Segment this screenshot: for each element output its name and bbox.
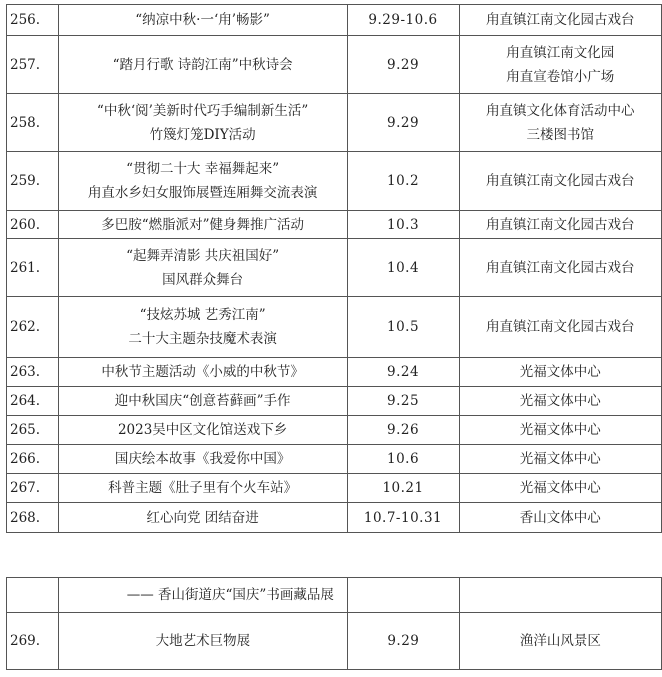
activity-cell (58, 613, 347, 670)
activity-cell (58, 474, 347, 503)
venue-cell (459, 416, 661, 445)
table-row (7, 503, 662, 533)
activity-cell (58, 211, 347, 239)
activity-name: 国庆绘本故事《我爱你中国》 (114, 451, 291, 467)
activity-cell (58, 416, 347, 445)
activity-name: 多巴胺“燃脂派对”健身舞推广活动 (101, 216, 305, 233)
activity-name: “踏月行歌 诗韵江南”中秋诗会 (112, 56, 293, 73)
row-number: 262. (7, 297, 59, 358)
venue-cell (459, 211, 661, 239)
table-row (7, 445, 662, 474)
table-row (7, 94, 662, 152)
venue-cell (459, 36, 661, 94)
row-number: 258. (7, 94, 59, 152)
activity-cell (58, 358, 347, 387)
row-number: 265. (7, 416, 59, 445)
row-number: 269. (7, 613, 59, 670)
activity-cell (58, 239, 347, 297)
activity-date: 9.26 (347, 416, 459, 445)
activity-date: 10.7-10.31 (347, 503, 459, 533)
header-date-cell (347, 578, 459, 613)
venue-name: 光福文体中心 (519, 393, 601, 409)
activity-cell (58, 152, 347, 211)
activity-cell (58, 5, 347, 36)
row-number: 259. (7, 152, 59, 211)
venue-name: 甪直镇文化体育活动中心 (486, 102, 635, 119)
table-row (7, 387, 662, 416)
venue-name: 甪直镇江南文化园古戏台 (486, 216, 635, 233)
activity-name: 红心向党 团结奋进 (146, 509, 259, 526)
activity-date: 9.29 (347, 36, 459, 94)
activity-date: 10.21 (347, 474, 459, 503)
venue-name: 光福文体中心 (519, 480, 601, 496)
activity-name: 二十大主题杂技魔术表演 (128, 331, 277, 347)
activity-name: 竹篾灯笼DIY活动 (149, 126, 256, 143)
table-row (7, 358, 662, 387)
venue-cell (459, 613, 661, 670)
row-number: 264. (7, 387, 59, 416)
activity-name: 科普主题《肚子里有个火车站》 (108, 480, 298, 496)
row-number: 261. (7, 239, 59, 297)
row-number: 266. (7, 445, 59, 474)
venue-name: 甪直镇江南文化园古戏台 (486, 319, 635, 335)
venue-name: 甪直镇江南文化园古戏台 (486, 12, 635, 28)
exhibition-table (6, 577, 662, 670)
events-table-body (7, 5, 662, 533)
exhibition-table-body (7, 578, 662, 670)
row-number: 257. (7, 36, 59, 94)
venue-cell (459, 358, 661, 387)
venue-cell (459, 239, 661, 297)
venue-name: 光福文体中心 (519, 364, 601, 380)
activity-date: 10.3 (347, 211, 459, 239)
venue-cell (459, 387, 661, 416)
table-row (7, 613, 662, 670)
table-row (7, 152, 662, 211)
row-number: 263. (7, 358, 59, 387)
venue-name: 甪直镇江南文化园古戏台 (486, 259, 635, 276)
activity-date: 9.24 (347, 358, 459, 387)
activity-name: 迎中秋国庆“创意苔藓画”手作 (114, 393, 291, 409)
venue-name: 光福文体中心 (519, 451, 601, 467)
table-row (7, 474, 662, 503)
activity-date: 9.29-10.6 (347, 5, 459, 36)
activity-date: 10.2 (347, 152, 459, 211)
section-header: —— 香山街道庆“国庆”书画藏品展 (58, 578, 347, 613)
header-place-cell (459, 578, 661, 613)
activity-date: 10.4 (347, 239, 459, 297)
row-number: 268. (7, 503, 59, 533)
venue-name: 光福文体中心 (519, 422, 601, 438)
activity-date: 9.29 (347, 94, 459, 152)
table-row (7, 416, 662, 445)
activity-cell (58, 36, 347, 94)
activity-date: 10.5 (347, 297, 459, 358)
table-row (7, 211, 662, 239)
activity-date: 10.6 (347, 445, 459, 474)
row-number: 256. (7, 5, 59, 36)
activity-name: “起舞弄清影 共庆祖国好” (126, 247, 280, 264)
venue-name: 甪直宣卷馆小广场 (506, 68, 615, 85)
venue-cell (459, 445, 661, 474)
activity-name: “中秋‘阅’美新时代巧手编制新生活” (96, 102, 309, 119)
venue-name: 三楼图书馆 (526, 126, 595, 143)
events-table (6, 4, 662, 533)
venue-cell (459, 474, 661, 503)
activity-name: 甪直水乡妇女服饰展暨连厢舞交流表演 (87, 185, 318, 201)
row-number: 267. (7, 474, 59, 503)
activity-name: 国风群众舞台 (162, 271, 244, 288)
venue-cell (459, 297, 661, 358)
activity-name: “技炫苏城 艺秀江南” (139, 307, 266, 323)
venue-cell (459, 94, 661, 152)
activity-name: 大地艺术巨物展 (155, 633, 251, 649)
activity-cell (58, 503, 347, 533)
activity-cell (58, 387, 347, 416)
venue-cell (459, 152, 661, 211)
venue-cell (459, 5, 661, 36)
table-row (7, 297, 662, 358)
venue-cell (459, 503, 661, 533)
activity-name: 2023吴中区文化馆送戏下乡 (117, 422, 288, 438)
venue-name: 甪直镇江南文化园古戏台 (486, 173, 635, 189)
activity-name: 中秋节主题活动《小威的中秋节》 (101, 364, 304, 380)
row-number: 260. (7, 211, 59, 239)
activity-cell (58, 445, 347, 474)
venue-name: 甪直镇江南文化园 (506, 44, 615, 61)
section-header-row (7, 578, 662, 613)
header-num-cell (7, 578, 59, 613)
table-row (7, 36, 662, 94)
venue-name: 香山文体中心 (519, 509, 601, 526)
activity-name: “纳凉中秋·一‘甪’畅影” (135, 12, 270, 28)
activity-name: “贯彻二十大 幸福舞起来” (126, 161, 280, 177)
venue-name: 渔洋山风景区 (519, 633, 601, 649)
activity-date: 9.25 (347, 387, 459, 416)
activity-cell (58, 94, 347, 152)
activity-date: 9.29 (347, 613, 459, 670)
table-row (7, 5, 662, 36)
activity-cell (58, 297, 347, 358)
table-row (7, 239, 662, 297)
